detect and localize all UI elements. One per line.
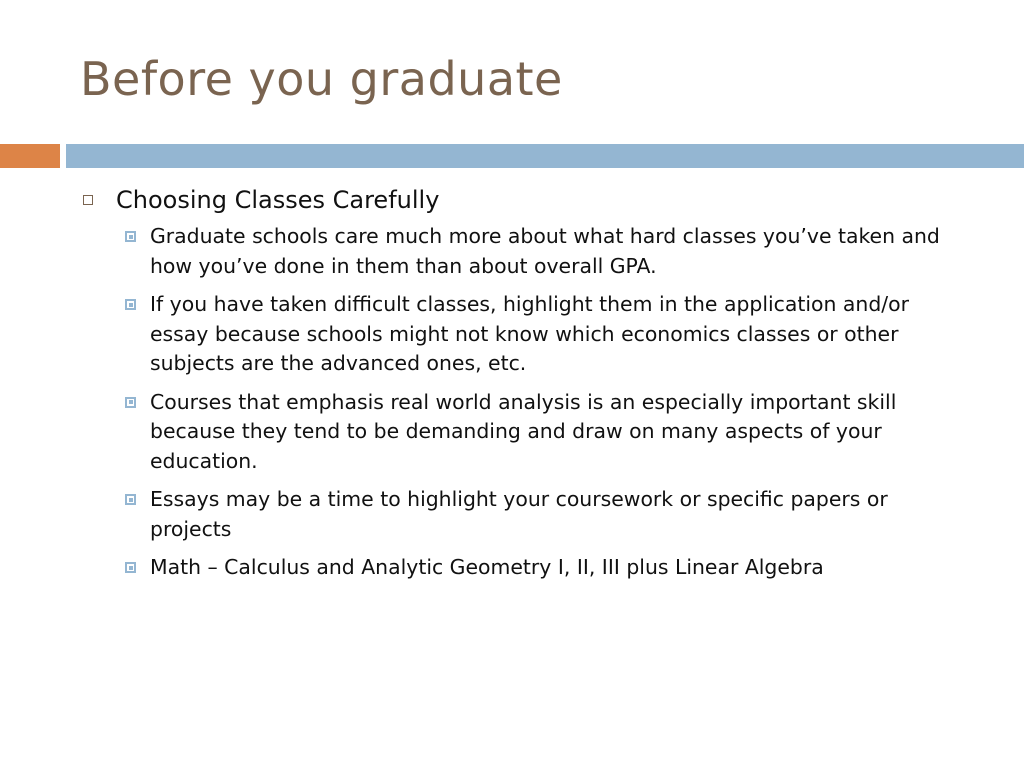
hollow-square-bullet-icon <box>83 195 93 205</box>
square-bullet-icon <box>125 231 136 242</box>
sub-bullet-text: Math – Calculus and Analytic Geometry I, II, III plus Linear Algebra <box>150 555 824 579</box>
sub-bullet <box>123 290 970 379</box>
sub-bullet-text: Courses that emphasis real world analysis is an especially important skill because they tend to be demanding and draw on many aspects of your education. <box>150 389 897 473</box>
bullet-level1 <box>80 184 970 216</box>
slide-content <box>80 184 970 592</box>
square-bullet-icon <box>125 299 136 310</box>
sub-bullet <box>123 485 970 544</box>
sub-bullet <box>123 388 970 477</box>
square-bullet-icon <box>125 494 136 505</box>
slide-title: Before you graduate <box>80 52 563 106</box>
sub-bullet-text: Graduate schools care much more about what hard classes you’ve taken and how you’ve done in them than about overall GPA. <box>150 224 940 278</box>
accent-bar-blue <box>66 144 1024 168</box>
sub-bullet <box>123 553 970 583</box>
accent-bar-orange <box>0 144 60 168</box>
sub-bullet-text: If you have taken difficult classes, highlight them in the application and/or essay because schools might not know which economics classes or other subjects are the advanced ones, etc. <box>150 292 910 375</box>
bullet-level1-text: Choosing Classes Carefully <box>116 186 440 214</box>
sub-bullet-list <box>123 222 970 583</box>
sub-bullet <box>123 222 970 281</box>
square-bullet-icon <box>125 562 136 573</box>
sub-bullet-text: Essays may be a time to highlight your coursework or specific papers or projects <box>150 487 888 541</box>
square-bullet-icon <box>125 397 136 408</box>
